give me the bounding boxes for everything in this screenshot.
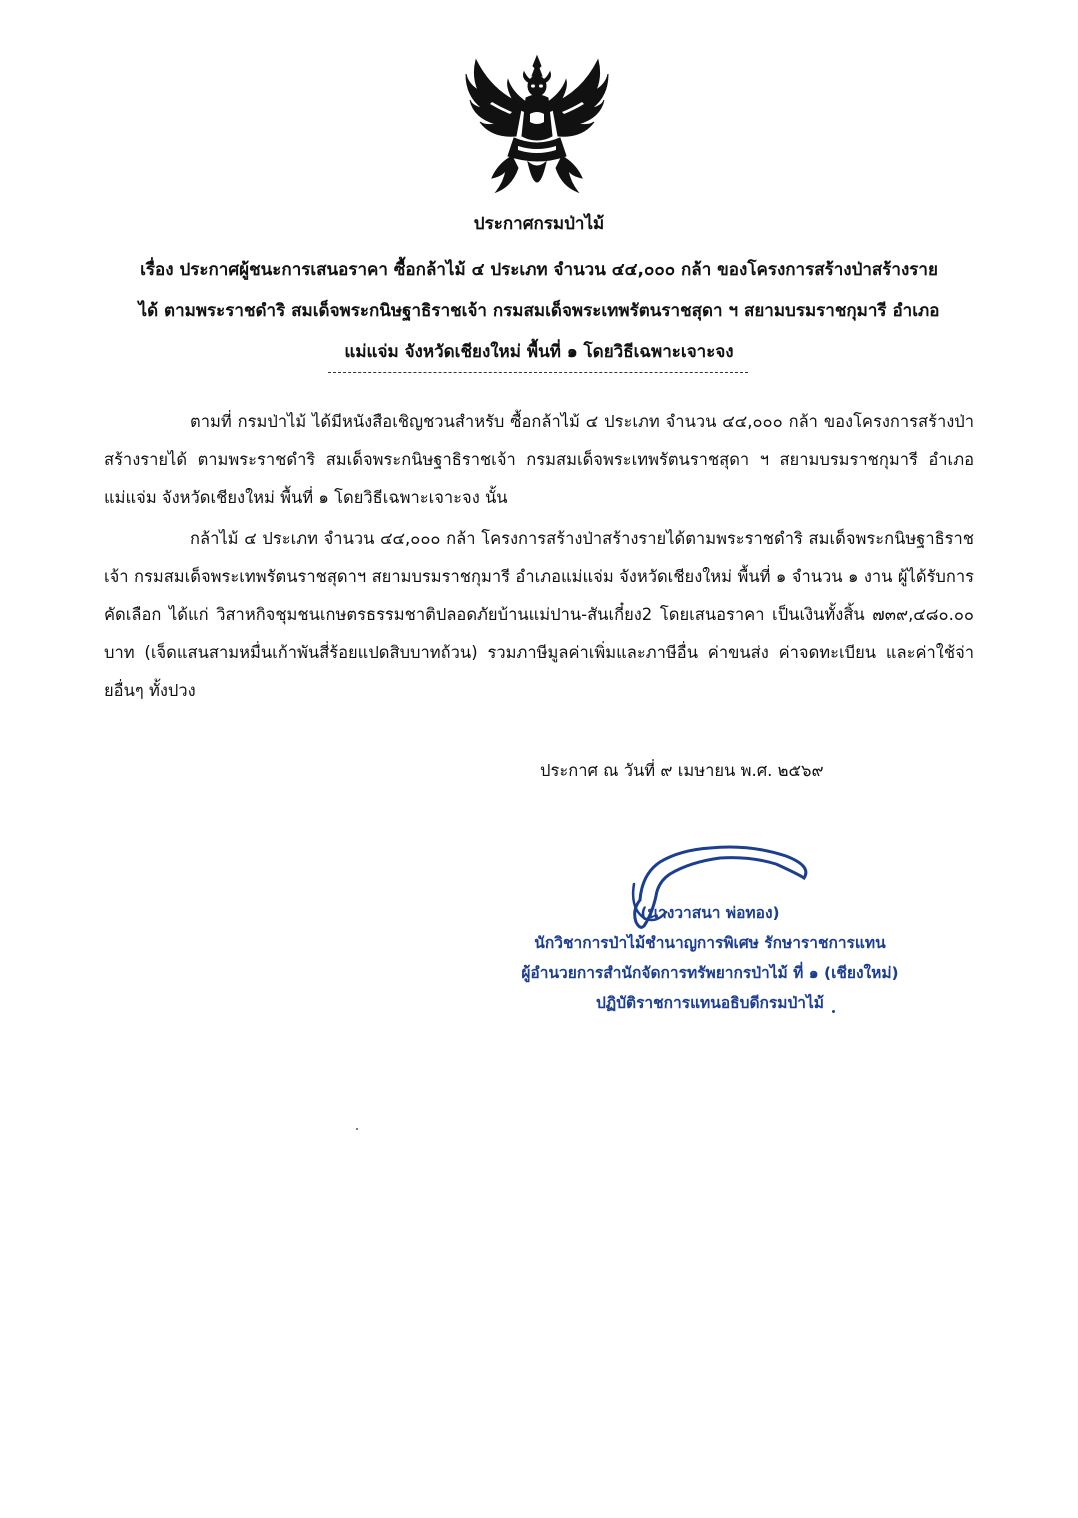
garuda-emblem-icon [462, 52, 612, 204]
subject-line: แม่แจ่ม จังหวัดเชียงใหม่ พื้นที่ ๑ โดยวิธีเฉพาะเจาะจง [344, 342, 734, 362]
subject-line: เรื่อง ประกาศผู้ชนะการเสนอราคา ซื้อกล้าไม้ ๔ ประเภท จำนวน ๔๔,๐๐๐ กล้า ของโครงการสร้างป่าสร้างราย [140, 260, 938, 280]
document-title: ประกาศกรมป่าไม้ [473, 214, 605, 234]
signatory-name: (นางวาสนา พ่อทอง) [640, 904, 780, 922]
body-paragraph: กล้าไม้ ๔ ประเภท จำนวน ๔๔,๐๐๐ กล้า โครงการสร้างป่าสร้างรายได้ตามพระราชดำริ สมเด็จพระกนิษฐาธิราชเจ้า กรมสมเด็จพระเทพรัตนราชสุดาฯ สยามบรมราชกุมารี อำเภอแม่แจ่ม จังหวัดเชียงใหม่ พื้นที่ ๑ จำนวน ๑ งาน ผู้ได้รับการคัดเลือก ได้แก่ วิสาหกิจชุมชนเกษตรธรรมชาติปลอดภัยบ้านแม่ปาน-สันเกี๋ยง2 โดยเสนอราคา เป็นเงินทั้งสิ้น ๗๓๙,๔๘๐.๐๐ บาท (เจ็ดแสนสามหมื่นเก้าพันสี่ร้อยแปดสิบบาทถ้วน) รวมภาษีมูลค่าเพิ่มและภาษีอื่น ค่าขนส่ง ค่าจดทะเบียน และค่าใช้จ่ายอื่นๆ ทั้งปวง [104, 529, 974, 700]
signature-block [480, 898, 940, 1018]
dashed-divider [328, 372, 748, 373]
subject-line: ได้ ตามพระราชดำริ สมเด็จพระกนิษฐาธิราชเจ้า กรมสมเด็จพระเทพรัตนราชสุดา ฯ สยามบรมราชกุมารี อำเภอ [138, 301, 940, 321]
signatory-position: ปฏิบัติราชการแทนอธิบดีกรมป่าไม้ [595, 994, 825, 1012]
announcement-date: ประกาศ ณ วันที่ ๙ เมษายน พ.ศ. ๒๕๖๙ [540, 761, 824, 780]
subject-heading [104, 250, 974, 373]
signatory-position: ผู้อำนวยการสำนักจัดการทรัพยากรป่าไม้ ที่ ๑ (เชียงใหม่) [521, 964, 899, 982]
signatory-position: นักวิชาการป่าไม้ชำนาญการพิเศษ รักษาราชการแทน [534, 934, 886, 952]
body-paragraph: ตามที่ กรมป่าไม้ ได้มีหนังสือเชิญชวนสำหรับ ซื้อกล้าไม้ ๔ ประเภท จำนวน ๔๔,๐๐๐ กล้า ของโครงการสร้างป่าสร้างรายได้ ตามพระราชดำริ สมเด็จพระกนิษฐาธิราชเจ้า กรมสมเด็จพระเทพรัตนราชสุดา ฯ สยามบรมราชกุมารี อำเภอแม่แจ่ม จังหวัดเชียงใหม่ พื้นที่ ๑ โดยวิธีเฉพาะเจาะจง นั้น [104, 412, 974, 507]
scan-speck [356, 1128, 358, 1130]
ink-dot [832, 1010, 835, 1013]
